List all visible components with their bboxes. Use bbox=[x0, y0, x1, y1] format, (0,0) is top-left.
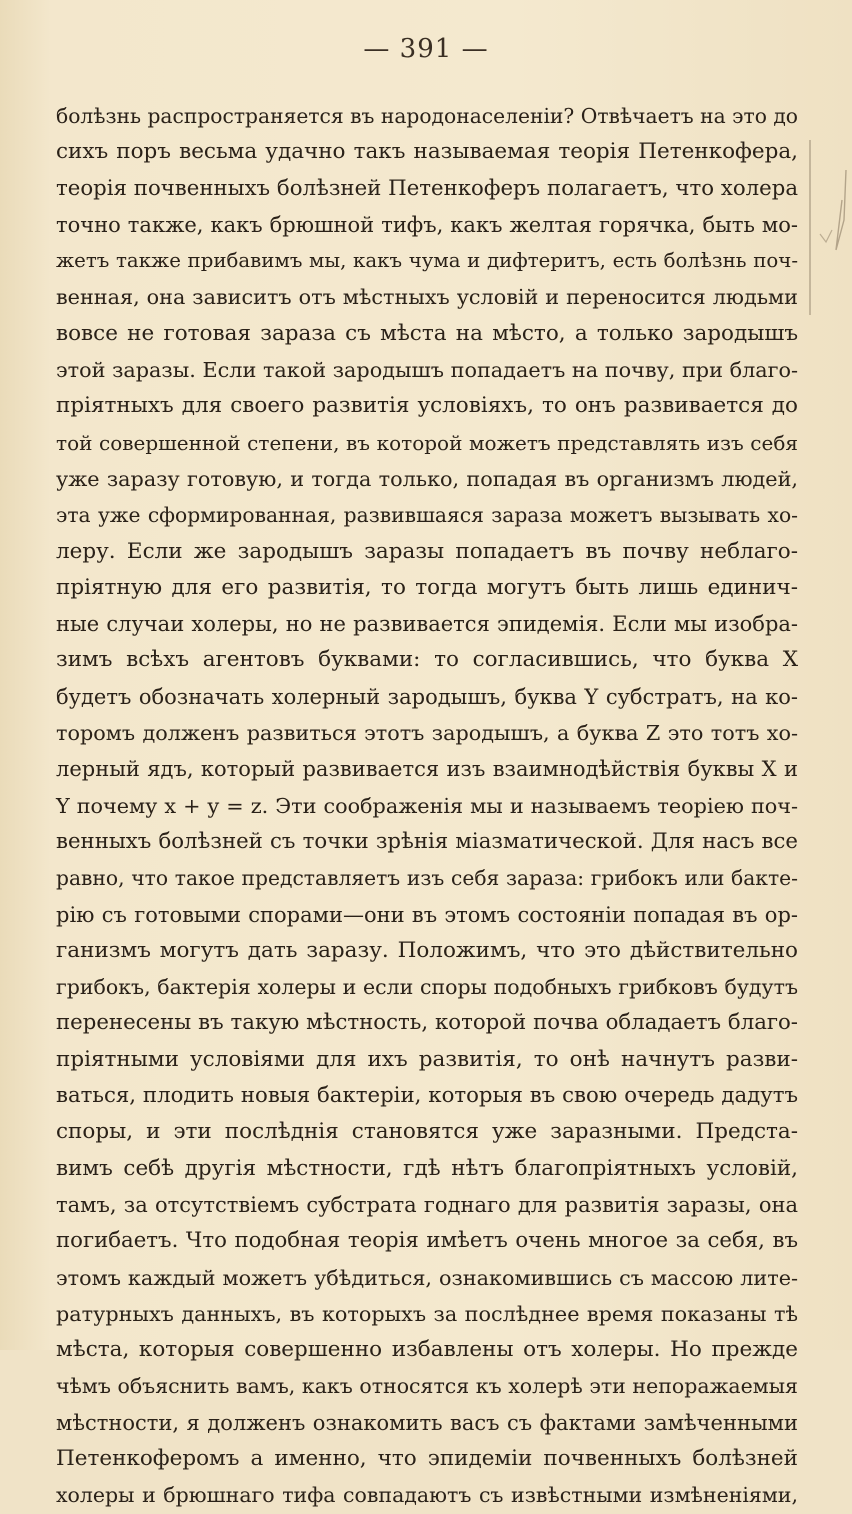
text-line: пріятную для его развитія, то тогда могутъ быть лишь единич- bbox=[56, 574, 798, 600]
text-line: Y почему x + y = z. Эти соображенія мы и называемъ теоріею поч- bbox=[56, 793, 798, 818]
text-line: лерный ядъ, который развивается изъ взаимнодѣйствія буквы X и bbox=[56, 757, 798, 782]
text-line: леру. Если же зародышъ заразы попадаетъ въ почву неблаго- bbox=[56, 538, 798, 564]
text-line: эта уже сформированная, развившаяся зараза можетъ вызывать хо- bbox=[56, 503, 798, 528]
text-line: пріятныхъ для своего развитія условіяхъ, то онъ развивается до bbox=[56, 393, 798, 419]
text-line: ганизмъ могутъ дать заразу. Положимъ, что это дѣйствительно bbox=[56, 937, 798, 963]
text-line: перенесены въ такую мѣстность, которой почва обладаетъ благо- bbox=[56, 1010, 798, 1036]
text-line: мѣстности, я долженъ ознакомить васъ съ фактами замѣченными bbox=[56, 1410, 798, 1435]
text-line: той совершенной степени, въ которой можетъ представлять изъ себя bbox=[56, 430, 798, 455]
text-line: будетъ обозначать холерный зародышъ, буква Y субстратъ, на ко- bbox=[56, 684, 798, 709]
text-line: теорія почвенныхъ болѣзней Петенкоферъ полагаетъ, что холера bbox=[56, 175, 798, 201]
text-line: мѣста, которыя совершенно избавлены отъ холеры. Но прежде bbox=[56, 1337, 798, 1363]
text-line: погибаетъ. Что подобная теорія имѣетъ очень многое за себя, въ bbox=[56, 1228, 798, 1254]
text-line: вовсе не готовая зараза съ мѣста на мѣсто, а только зародышъ bbox=[56, 320, 798, 346]
text-line: торомъ долженъ развиться этотъ зародышъ, а буква Z это тотъ хо- bbox=[56, 721, 798, 746]
text-line: жетъ также прибавимъ мы, какъ чума и дифтеритъ, есть болѣзнь поч- bbox=[56, 249, 798, 273]
text-line: ратурныхъ данныхъ, въ которыхъ за послѣднее время показаны тѣ bbox=[56, 1301, 798, 1326]
text-line: рію съ готовыми спорами—они въ этомъ состояніи попадая въ ор- bbox=[56, 902, 798, 927]
page-number: — 391 — bbox=[363, 34, 489, 64]
text-line: венная, она зависитъ отъ мѣстныхъ условій и переносится людьми bbox=[56, 285, 798, 310]
text-line: точно также, какъ брюшной тифъ, какъ желтая горячка, быть мо- bbox=[56, 212, 798, 237]
text-line: равно, что такое представляетъ изъ себя зараза: грибокъ или бакте- bbox=[56, 866, 798, 891]
pencil-margin-mark bbox=[806, 130, 852, 330]
text-line: пріятными условіями для ихъ развитія, то онѣ начнутъ разви- bbox=[56, 1046, 798, 1072]
text-line: ваться, плодить новыя бактеріи, которыя въ свою очередь дадутъ bbox=[56, 1083, 798, 1109]
text-line: зимъ всѣхъ агентовъ буквами: то согласившись, что буква X bbox=[56, 647, 798, 673]
text-line: этой заразы. Если такой зародышъ попадаетъ на почву, при благо- bbox=[56, 358, 798, 383]
text-line: ные случаи холеры, но не развивается эпидемія. Если мы изобра- bbox=[56, 612, 798, 637]
text-line: чѣмъ объяснить вамъ, какъ относятся къ холерѣ эти непоражаемыя bbox=[56, 1374, 798, 1399]
text-line: споры, и эти послѣднія становятся уже заразными. Предста- bbox=[56, 1119, 798, 1145]
text-line: тамъ, за отсутствіемъ субстрата годнаго для развитія заразы, она bbox=[56, 1192, 798, 1217]
text-line: грибокъ, бактерія холеры и если споры подобныхъ грибковъ будутъ bbox=[56, 975, 798, 1000]
body-text bbox=[56, 98, 798, 1514]
text-line: Петенкоферомъ а именно, что эпидеміи почвенныхъ болѣзней bbox=[56, 1445, 798, 1471]
text-line: вимъ себѣ другія мѣстности, гдѣ нѣтъ благопріятныхъ условій, bbox=[56, 1155, 798, 1181]
text-line: болѣзнь распространяется въ народонаселеніи? Отвѣчаетъ на это до bbox=[56, 104, 798, 128]
text-line: этомъ каждый можетъ убѣдиться, ознакомившись съ массою лите- bbox=[56, 1265, 798, 1290]
text-line: уже заразу готовую, и тогда только, попадая въ организмъ людей, bbox=[56, 466, 798, 491]
text-line: венныхъ болѣзней съ точки зрѣнія міазматической. Для насъ все bbox=[56, 828, 798, 854]
text-line: сихъ поръ весьма удачно такъ называемая теорія Петенкофера, bbox=[56, 139, 798, 165]
text-line: холеры и брюшнаго тифа совпадаютъ съ извѣстными измѣненіями, bbox=[56, 1483, 798, 1508]
